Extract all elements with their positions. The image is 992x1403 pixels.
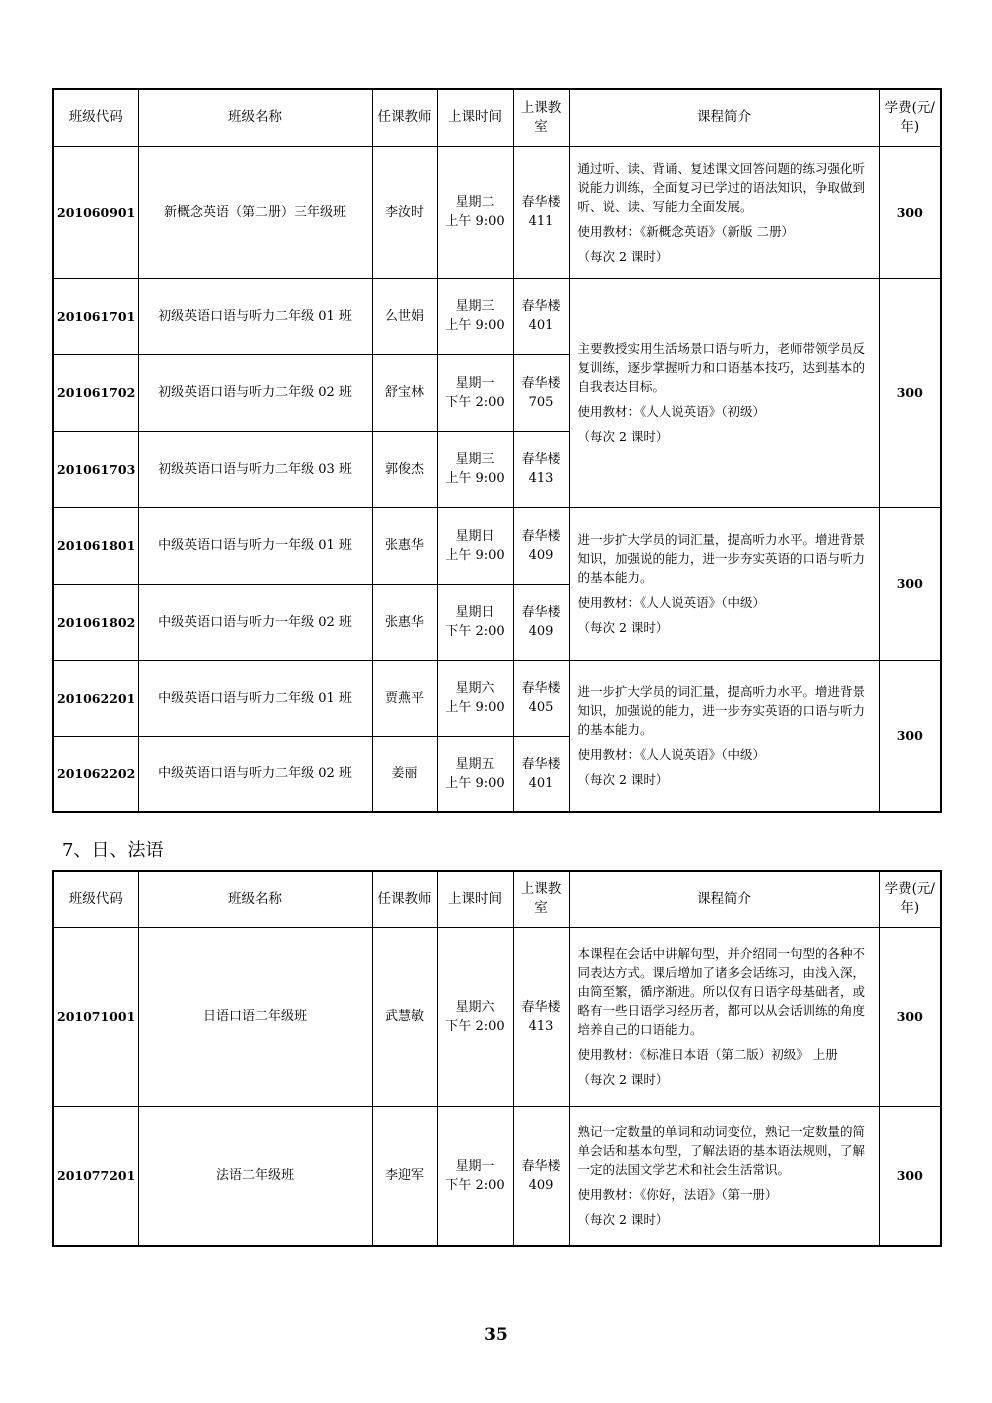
class-time: 星期一 下午 2:00 (437, 1106, 513, 1246)
header-fee: 学费(元/年) (879, 89, 941, 146)
table-row (53, 507, 941, 584)
classroom: 春华楼 705 (513, 354, 569, 431)
classroom: 春华楼 401 (513, 736, 569, 812)
class-name: 中级英语口语与听力一年级 02 班 (138, 584, 372, 660)
course-table-japanese-french (52, 870, 942, 1247)
class-time: 星期五 上午 9:00 (437, 736, 513, 812)
teacher: 么世娟 (372, 278, 437, 354)
tuition-fee: 300 (879, 660, 941, 812)
course-description: 熟记一定数量的单词和动词变位，熟记一定数量的简单会话和基本句型，了解法语的基本语法规则，了解一定的法国文学艺术和社会生活常识。 使用教材：《你好，法语》（第一册） （每次 2 课时） (569, 1106, 879, 1246)
table-header-row (53, 89, 941, 146)
teacher: 张惠华 (372, 584, 437, 660)
teacher: 舒宝林 (372, 354, 437, 431)
header-time: 上课时间 (437, 89, 513, 146)
header-class-code: 班级代码 (53, 871, 138, 927)
teacher: 贾燕平 (372, 660, 437, 736)
class-time: 星期三 上午 9:00 (437, 431, 513, 507)
teacher: 姜丽 (372, 736, 437, 812)
header-room: 上课教室 (513, 89, 569, 146)
class-code: 201061703 (53, 431, 138, 507)
classroom: 春华楼 413 (513, 431, 569, 507)
header-class-name: 班级名称 (138, 871, 372, 927)
section-title: 7、日、法语 (62, 840, 164, 861)
class-name: 初级英语口语与听力二年级 02 班 (138, 354, 372, 431)
class-code: 201077201 (53, 1106, 138, 1246)
classroom: 春华楼 411 (513, 146, 569, 278)
table-row (53, 1106, 941, 1246)
table-row (53, 146, 941, 278)
course-description: 通过听、读、背诵、复述课文回答问题的练习强化听说能力训练，全面复习已学过的语法知识，争取做到听、说、读、写能力全面发展。 使用教材：《新概念英语》（新版 二册） （每次 2 课时） (569, 146, 879, 278)
class-name: 法语二年级班 (138, 1106, 372, 1246)
class-name: 初级英语口语与听力二年级 01 班 (138, 278, 372, 354)
header-fee: 学费(元/年) (879, 871, 941, 927)
class-code: 201062201 (53, 660, 138, 736)
course-table-english (52, 88, 942, 813)
classroom: 春华楼 409 (513, 1106, 569, 1246)
class-time: 星期一 下午 2:00 (437, 354, 513, 431)
class-time: 星期日 下午 2:00 (437, 584, 513, 660)
header-teacher: 任课教师 (372, 871, 437, 927)
header-room: 上课教室 (513, 871, 569, 927)
course-description: 进一步扩大学员的词汇量，提高听力水平。增进背景知识，加强说的能力，进一步夯实英语的口语与听力的基本能力。 使用教材：《人人说英语》（中级） （每次 2 课时） (569, 660, 879, 812)
teacher: 郭俊杰 (372, 431, 437, 507)
header-teacher: 任课教师 (372, 89, 437, 146)
teacher: 武慧敏 (372, 927, 437, 1106)
teacher: 李迎军 (372, 1106, 437, 1246)
table-row (53, 660, 941, 736)
table-row (53, 278, 941, 354)
tuition-fee: 300 (879, 927, 941, 1106)
class-code: 201062202 (53, 736, 138, 812)
course-description: 主要教授实用生活场景口语与听力，老师带领学员反复训练，逐步掌握听力和口语基本技巧，达到基本的自我表达目标。 使用教材：《人人说英语》（初级） （每次 2 课时） (569, 278, 879, 507)
header-description: 课程简介 (569, 871, 879, 927)
class-code: 201061701 (53, 278, 138, 354)
table-header-row (53, 871, 941, 927)
teacher: 李汝时 (372, 146, 437, 278)
header-class-name: 班级名称 (138, 89, 372, 146)
table-row (53, 927, 941, 1106)
classroom: 春华楼 409 (513, 584, 569, 660)
header-time: 上课时间 (437, 871, 513, 927)
tuition-fee: 300 (879, 507, 941, 660)
teacher: 张惠华 (372, 507, 437, 584)
class-code: 201071001 (53, 927, 138, 1106)
class-name: 中级英语口语与听力二年级 01 班 (138, 660, 372, 736)
page-number: 35 (484, 1325, 508, 1345)
class-name: 新概念英语（第二册）三年级班 (138, 146, 372, 278)
tuition-fee: 300 (879, 1106, 941, 1246)
class-time: 星期六 下午 2:00 (437, 927, 513, 1106)
tuition-fee: 300 (879, 278, 941, 507)
class-name: 中级英语口语与听力一年级 01 班 (138, 507, 372, 584)
class-code: 201060901 (53, 146, 138, 278)
class-code: 201061702 (53, 354, 138, 431)
classroom: 春华楼 413 (513, 927, 569, 1106)
class-name: 初级英语口语与听力二年级 03 班 (138, 431, 372, 507)
class-code: 201061801 (53, 507, 138, 584)
class-name: 日语口语二年级班 (138, 927, 372, 1106)
header-description: 课程简介 (569, 89, 879, 146)
class-time: 星期三 上午 9:00 (437, 278, 513, 354)
classroom: 春华楼 401 (513, 278, 569, 354)
class-time: 星期日 上午 9:00 (437, 507, 513, 584)
course-description: 本课程在会话中讲解句型，并介绍同一句型的各种不同表达方式。课后增加了诸多会话练习，由浅入深，由简至繁，循序渐进。所以仅有日语字母基础者，或略有一些日语学习经历者，都可以从会话训练的角度培养自己的口语能力。 使用教材：《标准日本语（第二版）初级》 上册 （每次 2 课时） (569, 927, 879, 1106)
tuition-fee: 300 (879, 146, 941, 278)
class-code: 201061802 (53, 584, 138, 660)
header-class-code: 班级代码 (53, 89, 138, 146)
classroom: 春华楼 405 (513, 660, 569, 736)
classroom: 春华楼 409 (513, 507, 569, 584)
course-description: 进一步扩大学员的词汇量，提高听力水平。增进背景知识，加强说的能力，进一步夯实英语的口语与听力的基本能力。 使用教材：《人人说英语》（中级） （每次 2 课时） (569, 507, 879, 660)
class-time: 星期六 上午 9:00 (437, 660, 513, 736)
class-name: 中级英语口语与听力二年级 02 班 (138, 736, 372, 812)
class-time: 星期二 上午 9:00 (437, 146, 513, 278)
